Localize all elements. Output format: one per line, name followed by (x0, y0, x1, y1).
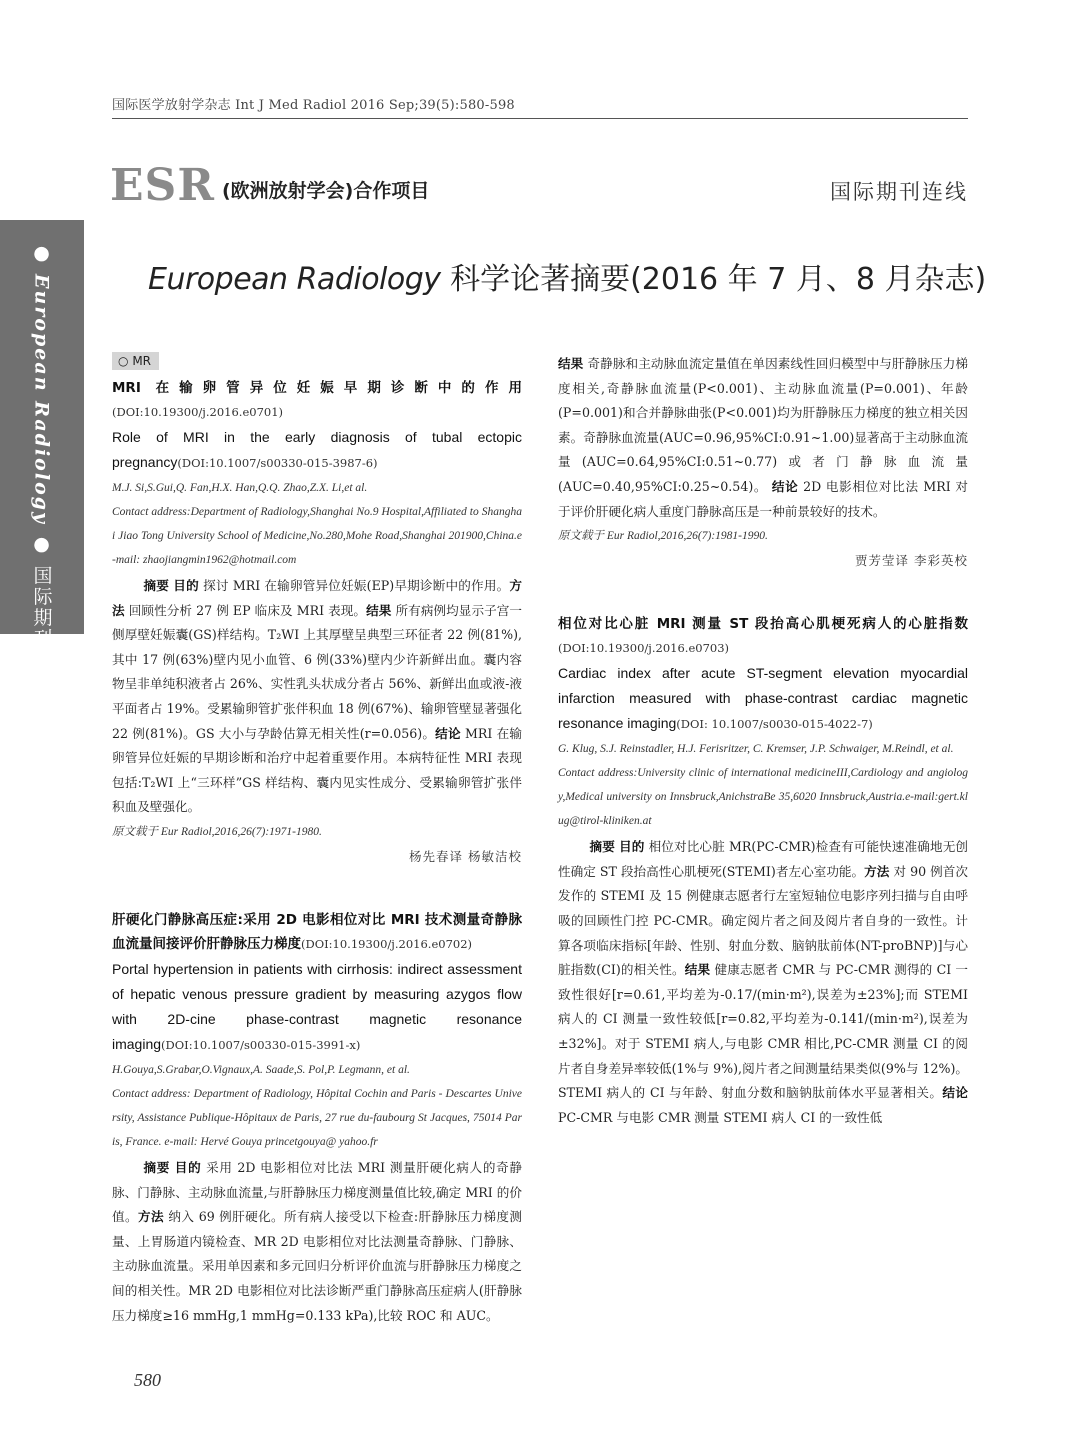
running-head: 国际医学放射学杂志 Int J Med Radiol 2016 Sep;39(5):580-598 (112, 98, 515, 113)
kw-abstract: 摘要 (143, 578, 170, 593)
abstract-conclusion: MRI 在输卵管异位妊娠的早期诊断和治疗中起着重要作用。本病特征性 MRI 表现包括:T₂WI 上“三环样”GS 样结构、囊内见实性成分、受累输卵管扩张伴积血及壁强化。 (112, 725, 522, 815)
abstract-result: 健康志愿者 CMR 与 PC-CMR 测得的 CI 一致性很好[r=0.61,平均差为-0.17/(min·m²),误差为±23%];而 STEMI 病人的 CI 测量一致性较低[r=0.82,平均差为-0.141/(min·m²),误差为±32%]。对于 STEMI 病人,与电影 CMR 相比,PC-CMR 测量 CI 的阅片者自身差异率较低(1%与 9%),阅片者之间测量结果类似(9%与 12%)。STEMI 病人的 CI 与年龄、射血分数和脑钠肽前体水平显著相关。 (558, 962, 968, 1101)
article-title-en (558, 661, 968, 737)
circle-icon: ○ (118, 354, 129, 368)
article-translator: 杨先春译 杨敏洁校 (409, 848, 522, 864)
page-title-journal: European Radiology (148, 262, 441, 297)
abstract-result: 所有病例均显示子宫一侧厚壁妊娠囊(GS)样结构。T₂WI 上其厚壁呈典型三环征者 22 例(81%),其中 17 例(63%)壁内见小血管、6 例(33%)壁内少许新鲜出血。囊内容物呈非单纯积液者占 26%、实性乳头状成分者占 56%、新鲜出血或液-液平面者占 19%。受累输卵管扩张伴积血 18 例(67%)、输卵管壁显著强化 22 例(81%)。GS 大小与孕龄估算无相关性(r=0.056)。 (112, 602, 523, 741)
article-doi-en: (DOI:10.1007/s00330-015-3987-6) (177, 456, 378, 470)
page-title-rest: 科学论著摘要(2016 年 7 月、8 月杂志) (440, 262, 987, 297)
article-abstract (112, 1156, 522, 1328)
article-title-zh (112, 376, 522, 424)
abstract-purpose: 探讨 MRI 在输卵管异位妊娠(EP)早期诊断中的作用。 (203, 578, 510, 593)
abstract-conclusion: 2D 电影相位对比法 MRI 对于评价肝硬化病人重度门静脉高压是一种前景较好的技术。 (558, 478, 969, 519)
abstract-result: 奇静脉和主动脉血流定量值在单因素线性回归模型中与肝静脉压力梯度相关,奇静脉血流量(P<0.001)、主动脉血流量(P=0.001)、年龄(P=0.001)和合并静脉曲张(P<0.001)均为肝静脉压力梯度的独立相关因素。奇静脉血流量(AUC=0.96,95%CI:0.91~1.00)显著高于主动脉血流量(AUC=0.64,95%CI:0.51~0.77)或者门静脉血流量(AUC=0.40,95%CI:0.25~0.54)。 (558, 356, 969, 494)
kw-purpose: 目的 (619, 839, 645, 855)
side-tab-section: 国际期刊连线 (30, 565, 53, 692)
article-title-zh (558, 612, 968, 660)
kw-method: 方法 (112, 578, 523, 618)
kw-abstract: 摘要 (589, 839, 615, 855)
kw-abstract: 摘要 (143, 1159, 171, 1175)
article-abstract (558, 835, 968, 1130)
article-translator: 贾芳莹译 李彩英校 (855, 553, 968, 569)
section-label-mr (112, 352, 159, 370)
page-title (148, 254, 987, 298)
abstract-method: 纳入 69 例肝硬化。所有病人接受以下检查:肝静脉压力梯度测量、上胃肠道内镜检查、MR 2D 电影相位对比法测量奇静脉、门静脉、主动脉血流量。采用单因素和多元回归分析评价血流与肝静脉压力梯度之间的相关性。MR 2D 电影相位对比法诊断严重门静脉高压症病人(肝静脉压力梯度≥16 mmHg,1 mmHg=0.133 kPa),比较 ROC 和 AUC。 (112, 1209, 522, 1323)
kw-method: 方法 (864, 863, 890, 879)
article-doi-en: (DOI:10.1007/s00330-015-3991-x) (161, 1037, 361, 1052)
article-abstract (112, 574, 522, 820)
article-2-abstract-continued (558, 352, 968, 524)
article-title-en (112, 957, 522, 1058)
kw-conclusion: 结论 (771, 478, 799, 494)
side-tab-journal: European Radiology (30, 274, 53, 526)
article-source: 原文载于 Eur Radiol,2016,26(7):1981-1990. (558, 530, 768, 543)
article-authors: H.Gouya,S.Grabar,O.Vignaux,A. Saade,S. Pol,P. Legmann, et al. (112, 1063, 410, 1076)
abstract-purpose: 相位对比心脏 MR(PC-CMR)检查有可能快速准确地无创性确定 ST 段抬高性心肌梗死(STEMI)者左心室功能。 (558, 839, 969, 879)
kw-result: 结果 (366, 602, 392, 618)
article-title-zh (112, 908, 522, 956)
kw-purpose: 目的 (174, 1159, 202, 1175)
kw-conclusion: 结论 (942, 1085, 969, 1101)
side-tab (0, 220, 84, 692)
series-title: 国际期刊连线 (830, 180, 968, 204)
header-rule (112, 118, 968, 119)
abstract-method: 对 90 例首次发作的 STEMI 及 15 例健康志愿者行左室短轴位电影序列扫描与自由呼吸的回顾性门控 PC-CMR。确定阅片者之间及阅片者自身的一致性。计算各项临床指标[年龄、性别、射血分数、脑钠肽前体(NT-proBNP)]与心脏指数(CI)的相关性。 (558, 863, 968, 978)
article-contact: Contact address: Department of Radiology, Hôpital Cochin and Paris - Descartes University, Assistance Publique-Hôpitaux de Paris, 27 rue du-faubourg St Jacques, 75014 Paris, France. e-mail: Hervé Gouya princetgouya@ yahoo.fr (112, 1087, 522, 1148)
section-label-text: MR (132, 354, 152, 368)
abstract-conclusion: PC-CMR 与电影 CMR 测量 STEMI 病人 CI 的一致性低 (558, 1109, 883, 1125)
article-doi-zh: (DOI:10.19300/j.2016.e0703) (558, 641, 730, 656)
article-title-zh-text: 相位对比心脏 MRI 测量 ST 段抬高心肌梗死病人的心脏指数 (558, 616, 968, 633)
bullet-icon: ● (30, 242, 53, 266)
kw-result: 结果 (684, 962, 711, 978)
abstract-purpose: 采用 2D 电影相位对比法 MRI 测量肝硬化病人的奇静脉、门静脉、主动脉血流量,与肝静脉压力梯度测量值比较,确定 MRI 的价值。 (112, 1159, 523, 1225)
article-title-zh-text: MRI 在输卵管异位妊娠早期诊断中的作用 (112, 380, 522, 396)
article-2 (112, 908, 522, 1328)
esr-subtitle: (欧洲放射学会)合作项目 (222, 180, 430, 202)
article-authors: M.J. Si,S.Gui,Q. Fan,H.X. Han,Q.Q. Zhao,Z.X. Li,et al. (112, 482, 368, 494)
left-column (112, 350, 522, 1328)
abstract-method: 回顾性分析 27 例 EP 临床及 MRI 表现。 (128, 602, 367, 618)
page-number: 580 (134, 1370, 161, 1390)
bullet-icon: ● (30, 533, 53, 558)
article-title-en-text: Role of MRI in the early diagnosis of tubal ectopic pregnancy (112, 429, 522, 470)
kw-method: 方法 (137, 1209, 164, 1225)
article-1 (112, 376, 522, 870)
article-contact: Contact address:Department of Radiology,Shanghai No.9 Hospital,Affiliated to Shanghai Jiao Tong University School of Medicine,No.280,Mohe Road,Shanghai 201900,China.e-mail: zhaojiangmin1962@hotmail.com (112, 506, 522, 566)
kw-conclusion: 结论 (435, 725, 461, 741)
article-contact: Contact address:University clinic of international medicineIII,Cardiology and angiology,Medical university on Innsbruck,AnichstraBe 35,6020 Innsbruck,Austria.e-mail:gert.klug@tirol-kliniken.at (558, 767, 968, 828)
kw-purpose: 目的 (173, 578, 199, 593)
article-doi-zh: (DOI:10.19300/j.2016.e0702) (301, 936, 473, 951)
article-doi-en: (DOI: 10.1007/s0030-015-4022-7) (676, 717, 873, 732)
side-tab-text (29, 220, 56, 691)
esr-logo: ESR (110, 160, 215, 211)
article-3 (558, 612, 968, 1130)
article-doi-zh: (DOI:10.19300/j.2016.e0701) (112, 405, 284, 419)
article-title-zh-text: 肝硬化门静脉高压症:采用 2D 电影相位对比 MRI 技术测量奇静脉血流量间接评价肝静脉压力梯度 (112, 911, 522, 952)
kw-result: 结果 (558, 356, 584, 371)
article-title-en (112, 425, 522, 476)
article-title-en-text: Portal hypertension in patients with cirrhosis: indirect assessment of hepatic venous pressure gradient by measuring azygos flow with 2D-cine phase-contrast magnetic resonance imaging (112, 960, 522, 1052)
article-authors: G. Klug, S.J. Reinstadler, H.J. Ferisritzer, C. Kremser, J.P. Schwaiger, M.Reindl, et al. (558, 743, 954, 756)
article-title-en-text: Cardiac index after acute ST-segment elevation myocardial infarction measured with phase-contrast cardiac magnetic resonance imaging (558, 665, 968, 732)
right-column (558, 350, 968, 1130)
article-source: 原文载于 Eur Radiol,2016,26(7):1971-1980. (112, 825, 322, 838)
